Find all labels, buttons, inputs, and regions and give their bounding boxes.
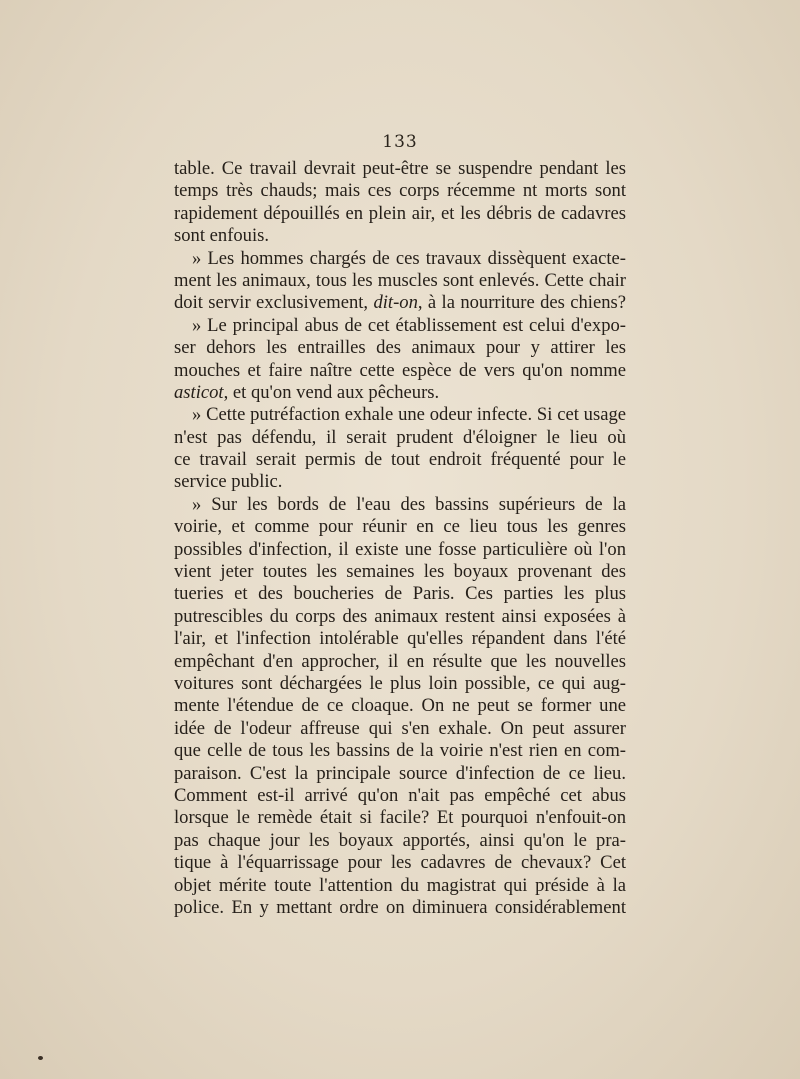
text-fragment: , à la nourriture des chiens?	[417, 292, 626, 314]
text-line: ce travail serait permis de tout endroit fréquenté pour le	[174, 449, 626, 471]
text-line: temps très chauds; mais ces corps récemme nt morts sont	[174, 180, 626, 202]
text-line: que celle de tous les bassins de la voirie n'est rien en com-	[174, 740, 626, 762]
text-line: paraison. C'est la principale source d'infection de ce lieu.	[174, 762, 626, 784]
text-line: sont enfouis.	[174, 225, 270, 247]
text-line: voitures sont déchargées le plus loin possible, ce qui aug-	[174, 672, 626, 694]
text-line: police. En y mettant ordre on diminuera considérablement	[174, 896, 626, 918]
text-line: pas chaque jour les boyaux apportés, ainsi qu'on le pra-	[174, 829, 626, 851]
text-line: l'air, et l'infection intolérable qu'elles répandent dans l'été	[174, 628, 626, 650]
text-line: table. Ce travail devrait peut-être se suspendre pendant les	[174, 158, 626, 179]
text-line: possibles d'infection, il existe une fosse particulière où l'on	[174, 538, 626, 560]
text-line: putrescibles du corps des animaux restent ainsi exposées à	[174, 605, 626, 627]
text-line: ment les animaux, tous les muscles sont enlevés. Cette chair	[174, 269, 626, 291]
text-line: vient jeter toutes les semaines les boyaux provenant des	[174, 561, 626, 583]
text-line: » Le principal abus de cet établissement est celui d'expo-	[192, 314, 626, 336]
text-line: mente l'étendue de ce cloaque. On ne peut se former une	[174, 695, 626, 717]
text-fragment: doit servir exclusivement,	[174, 292, 374, 314]
text-line: mouches et faire naître cette espèce de vers qu'on nomme	[174, 359, 626, 381]
text-line: Comment est-il arrivé qu'on n'ait pas empêché cet abus	[174, 784, 626, 806]
text-line: » Sur les bords de l'eau des bassins supérieurs de la	[192, 493, 626, 515]
text-line	[174, 292, 626, 314]
text-line: tique à l'équarrissage pour les cadavres de chevaux? Cet	[174, 852, 626, 874]
text-line: » Les hommes chargés de ces travaux dissèquent exacte-	[192, 247, 626, 269]
text-line: tueries et des boucheries de Paris. Ces parties les plus	[174, 583, 626, 605]
italic-word: asticot	[174, 381, 224, 403]
body-text	[174, 158, 626, 919]
text-line: voirie, et comme pour réunir en ce lieu tous les genres	[174, 516, 626, 538]
text-line: » Cette putréfaction exhale une odeur infecte. Si cet usage	[192, 404, 626, 426]
page-number: 133	[382, 132, 418, 152]
text-line: empêchant d'en approcher, il en résulte que les nouvelles	[174, 650, 626, 672]
text-line	[174, 382, 626, 404]
text-fragment: , et qu'on vend aux pêcheurs.	[223, 381, 440, 403]
paper-speck	[38, 1056, 43, 1060]
text-line: idée de l'odeur affreuse qui s'en exhale. On peut assurer	[174, 717, 626, 739]
text-line: rapidement dépouillés en plein air, et les débris de cadavres	[174, 202, 626, 224]
text-line: service public.	[174, 471, 283, 493]
text-line: n'est pas défendu, il serait prudent d'éloigner le lieu où	[174, 426, 626, 448]
text-line: ser dehors les entrailles des animaux pour y attirer les	[174, 337, 626, 359]
italic-word: dit-on	[373, 292, 418, 314]
text-line: objet mérite toute l'attention du magistrat qui préside à la	[174, 874, 626, 896]
text-line: lorsque le remède était si facile? Et pourquoi n'enfouit-on	[174, 807, 626, 829]
